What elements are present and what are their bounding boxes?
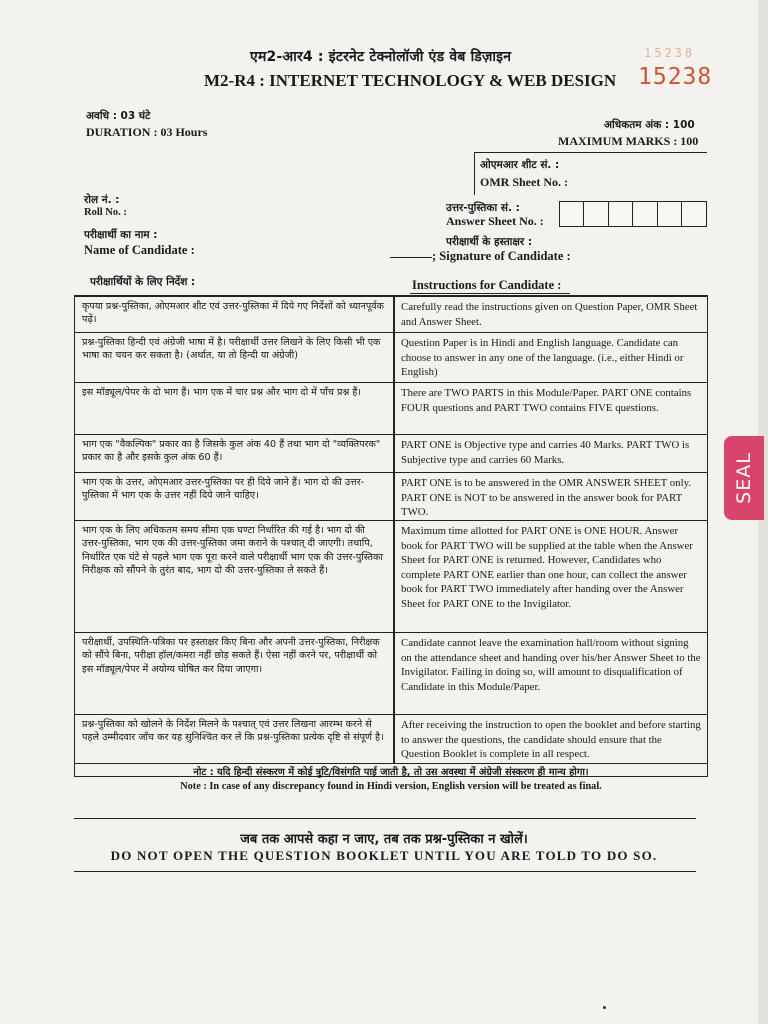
row-hindi: इस मॉड्यूल/पेपर के दो भाग हैं। भाग एक में चार प्रश्न और भाग दो में पाँच प्रश्न हैं। (82, 387, 362, 398)
digit-box[interactable] (583, 201, 609, 227)
row-english: PART ONE is Objective type and carries 40 Marks. PART TWO is Subjective type and carries 60 Marks. (401, 439, 690, 466)
table-row (75, 520, 707, 633)
max-marks-hindi: अधिकतम अंक : 100 (604, 119, 695, 131)
omr-label-english: OMR Sheet No. : (480, 175, 568, 189)
table-row (75, 382, 707, 435)
digit-box[interactable] (559, 201, 585, 227)
row-hindi: भाग एक के लिए अधिकतम समय सीमा एक घण्टा निर्धारित की गई है। भाग दो की उत्तर-पुस्तिका, भाग एक की उत्तर-पुस्तिका जमा कराने के पश्चात् दी जाएगी। तथापि, निर्धारित एक घंटे से पहले भाग एक पूरा करने वाले परीक्षार्थी भाग एक की उत्तर-पुस्तिका निरीक्षक को सौंपने के तुरंत बाद, भाग दो की उत्तर-पुस्तिका ले सकते हैं। (82, 525, 383, 577)
duration-hindi: अवधि : 03 घंटे (86, 110, 151, 122)
answer-sheet-label-hindi: उत्तर-पुस्तिका सं. : (446, 202, 520, 214)
omr-label-hindi: ओएमआर शीट सं. : (480, 159, 560, 171)
name-label-english: Name of Candidate : (84, 243, 195, 257)
row-hindi: कृपया प्रश्न-पुस्तिका, ओएमआर शीट एवं उत्तर-पुस्तिका में दिये गए निर्देशों को ध्यानपूर्वक पढ़ें। (82, 301, 384, 326)
signature-label-hindi: परीक्षार्थी के हस्ताक्षर : (446, 236, 533, 248)
heading-underline (410, 293, 570, 294)
table-row (75, 434, 707, 473)
signature-blank-line (390, 257, 432, 258)
table-row (75, 296, 707, 333)
ink-dot (603, 1006, 606, 1009)
roll-label-english: Roll No. : (84, 207, 127, 218)
row-english: Maximum time allotted for PART ONE is ONE HOUR. Answer book for PART TWO will be supplied at the table when the Answer Sheet for PART ONE is returned. However, Candidates who complete PART ONE earlier than one hour, can collect the answer book for PART TWO immediately after handing over the Answer Sheet for PART ONE to the Invigilator. (401, 525, 693, 610)
table-row (75, 632, 707, 715)
do-not-open-english: DO NOT OPEN THE QUESTION BOOKLET UNTIL YOU ARE TOLD TO DO SO. (110, 848, 658, 863)
digit-box[interactable] (681, 201, 707, 227)
row-english: PART ONE is to be answered in the OMR ANSWER SHEET only. PART ONE is NOT to be answered in the answer book for PART TWO. (401, 477, 691, 519)
instructions-heading-english: Instructions for Candidate : (412, 278, 562, 292)
row-english: Carefully read the instructions given on Question Paper, OMR Sheet and Answer Sheet. (401, 301, 698, 328)
table-row (75, 714, 707, 764)
answer-sheet-label-english: Answer Sheet No. : (446, 214, 544, 228)
duration-english: DURATION : 03 Hours (86, 125, 208, 139)
row-english: Question Paper is in Hindi and English language. Candidate can choose to answer in any one of the language. (i.e., either Hindi or English) (401, 337, 684, 379)
row-hindi: भाग एक "वैकल्पिक" प्रकार का है जिसके कुल अंक 40 हैं तथा भाग दो "व्यक्तिपरक" प्रकार का है और इसके कुल अंक 60 हैं। (82, 439, 381, 464)
footer-bottom-rule (74, 871, 696, 872)
row-hindi: भाग एक के उत्तर, ओएमआर उत्तर-पुस्तिका पर ही दिये जाने हैं। भाग दो की उत्तर-पुस्तिका में भाग एक के उत्तर नहीं दिये जाने चाहिए। (82, 477, 365, 502)
instructions-table (74, 295, 708, 792)
digit-box[interactable] (657, 201, 683, 227)
footer-top-rule (74, 818, 696, 819)
do-not-open-hindi: जब तक आपसे कहा न जाए, तब तक प्रश्न-पुस्तिका न खोलें। (240, 832, 528, 847)
seal-label: SEAL (733, 452, 755, 504)
row-hindi: प्रश्न-पुस्तिका को खोलने के निर्देश मिलने के पश्चात् एवं उत्तर लिखना आरम्भ करने से पहले उम्मीदवार जाँच कर यह सुनिश्चित कर लें कि प्रश्न-पुस्तिका प्रत्येक दृष्टि से संपूर्ण है। (82, 719, 384, 744)
note-row (75, 763, 707, 794)
row-hindi: परीक्षार्थी, उपस्थिति-पत्रिका पर हस्ताक्षर किए बिना और अपनी उत्तर-पुस्तिका, निरीक्षक को सौंपे बिना, परीक्षा हॉल/कमरा नहीं छोड़ सकते हैं। ऐसा नहीं करने पर, परीक्षार्थी को इस मॉड्यूल/पेपर में अयोग्य घोषित कर दिया जाएगा। (82, 637, 380, 675)
max-marks-english: MAXIMUM MARKS : 100 (558, 134, 699, 148)
name-label-hindi: परीक्षार्थी का नाम : (84, 229, 158, 241)
row-english: After receiving the instruction to open the booklet and before starting to answer the questions, the candidate should ensure that the Question Booklet is complete in all respect. (401, 719, 701, 761)
title-english: M2-R4 : INTERNET TECHNOLOGY & WEB DESIGN (204, 71, 617, 90)
signature-label-english: ; Signature of Candidate : (432, 249, 571, 263)
row-english: Candidate cannot leave the examination hall/room without signing on the attendance sheet and handing over his/her Answer Sheet to the Invigilator. Failing in doing so, will amount to disqualification of Candidate in this Module/Paper. (401, 637, 701, 693)
digit-box[interactable] (632, 201, 658, 227)
serial-number: 15238 (638, 64, 713, 90)
roll-label-hindi: रोल नं. : (84, 194, 120, 206)
table-row (75, 332, 707, 383)
title-hindi: एम2-आर4 : इंटरनेट टेक्नोलॉजी एंड वेब डिज़ाइन (250, 49, 512, 65)
seal-sticker[interactable] (724, 436, 764, 520)
row-hindi: प्रश्न-पुस्तिका हिन्दी एवं अंग्रेजी भाषा में है। परीक्षार्थी उत्तर लिखने के लिए किसी भी एक भाषा का चयन कर सकता है। (अर्थात, या तो हिन्दी या अंग्रेजी) (82, 337, 381, 362)
instructions-heading-hindi: परीक्षार्थियों के लिए निर्देश : (90, 276, 196, 288)
note-english: Note : In case of any discrepancy found in Hindi version, English version will be treated as final. (180, 781, 602, 792)
table-row (75, 472, 707, 521)
row-english: There are TWO PARTS in this Module/Paper. PART ONE contains FOUR questions and PART TWO contains FIVE questions. (401, 387, 692, 414)
serial-number-faint: 15238 (644, 46, 696, 60)
note-hindi: नोट : यदि हिन्दी संस्करण में कोई त्रुटि/विसंगति पाई जाती है, तो उस अवस्था में अंग्रेजी संस्करण ही मान्य होगा। (193, 767, 589, 778)
digit-box[interactable] (608, 201, 634, 227)
answer-sheet-number-boxes[interactable] (560, 201, 707, 227)
